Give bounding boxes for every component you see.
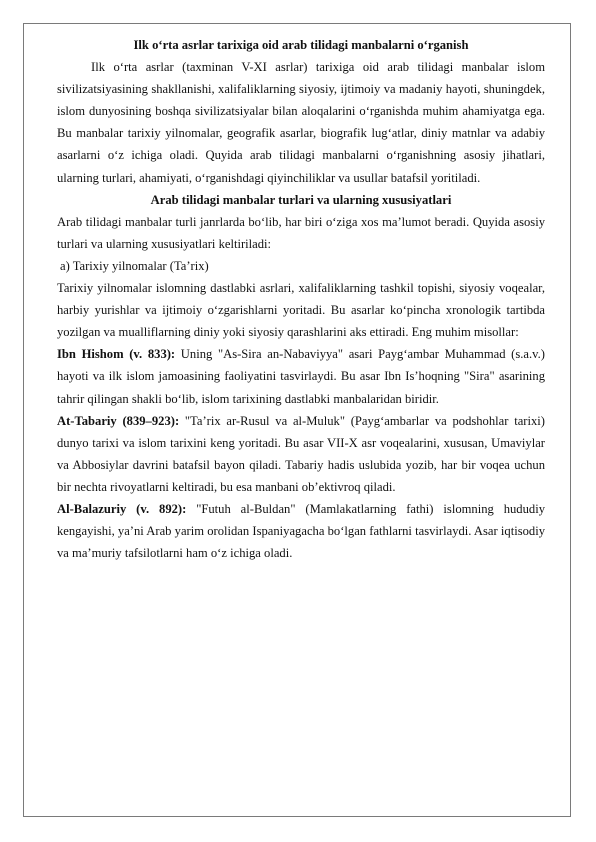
intro-paragraph: Ilk o‘rta asrlar (taxminan V-XI asrlar) tarixiga oid arab tilidagi manbalar islom sivilizatsiyasining shakllanishi, xalifaliklarning siyosiy, ijtimoiy va madaniy hayoti, shuningdek, islom dunyosining boshqa sivilizatsiyalar bilan aloqalarini o‘rganishda muhim ahamiyatga ega. Bu manbalar tarixiy yilnomalar, geografik asarlar, biografik lug‘atlar, diniy matnlar va adabiy asarlarni o‘z ichiga oladi. Quyida arab tilidagi manbalarni o‘rganishning asosiy jihatlari, ularning turlari, ahamiyati, o‘rganishdagi qiyinchiliklar va usullar batafsil yoritiladi. — [57, 60, 545, 185]
entry-text: Uning "As-Sira an-Nabaviyya" asari Payg‘ambar Muhammad (s.a.v.) hayoti va ilk islom jamoasining faoliyatini tasvirlaydi. Bu asar Ibn Is’hoqning "Sira" asarining tahrir qilingan shakli bo‘lib, islom tarixining dastlabki manbalaridan biridir. — [57, 347, 545, 406]
entry-author: Al-Balazuriy (v. 892): — [57, 501, 187, 516]
subsection-label: a) Tarixiy yilnomalar (Ta’rix) — [60, 258, 209, 273]
entry-at-tabariy — [57, 410, 545, 498]
entry-author: Ibn Hishom (v. 833): — [57, 347, 176, 362]
subsection-paragraph: Tarixiy yilnomalar islomning dastlabki asrlari, xalifaliklarning tashkil topishi, siyosiy voqealar, harbiy yurishlar va ijtimoiy o‘zgarishlarni yoritadi. Bu asarlar ko‘pincha xronologik tartibda yozilgan va mualliflarning diniy yoki siyosiy qarashlarini aks ettiradi. Eng muhim misollar: — [57, 281, 545, 340]
document-title: Ilk o‘rta asrlar tarixiga oid arab tilidagi manbalarni o‘rganish — [133, 38, 469, 52]
section-intro-paragraph: Arab tilidagi manbalar turli janrlarda bo‘lib, har biri o‘ziga xos ma’lumot beradi. Quyida asosiy turlari va ularning xususiyatlari keltiriladi: — [57, 214, 545, 251]
entry-ibn-hishom — [57, 343, 545, 409]
entry-text: "Ta’rix ar-Rusul va al-Muluk" (Payg‘ambarlar va podshohlar tarixi) dunyo tarixi va islom tarixini keng yoritadi. Bu asar VII-X asr voqealarini, xususan, Umaviylar va Abbosiylar davrini batafsil bayon qiladi. Tabariy hadis uslubida yozib, har bir voqea uchun bir nechta rivoyatlarni keltiradi, bu esa manbani ob’ektivroq qiladi. — [57, 413, 545, 494]
section-heading: Arab tilidagi manbalar turlari va ularning xususiyatlari — [150, 192, 452, 207]
entry-text: "Futuh al-Buldan" (Mamlakatlarning fathi) islomning hududiy kengayishi, ya’ni Arab yarim orolidan Ispaniyagacha bo‘lgan fathlarni tasvirlaydi. Asar iqtisodiy va ma’muriy tafsilotlarni ham o‘z ichiga oladi. — [57, 501, 545, 561]
document-body — [57, 34, 545, 564]
entry-author: At-Tabariy (839–923): — [57, 413, 180, 428]
entry-al-balazuriy — [57, 498, 545, 564]
